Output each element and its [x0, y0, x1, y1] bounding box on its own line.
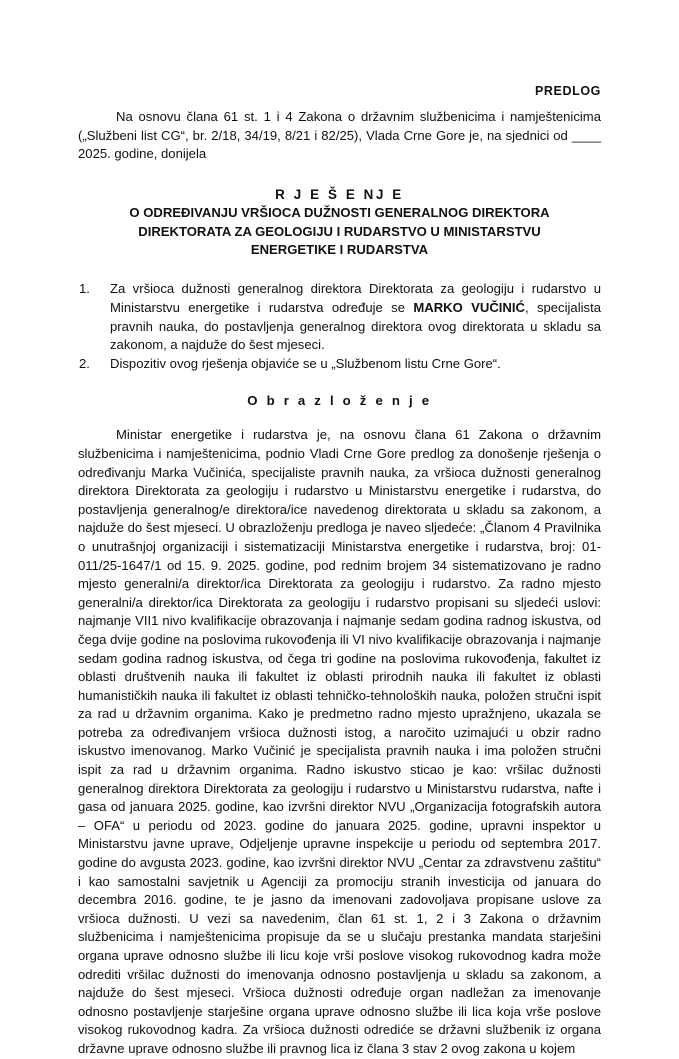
decision-title-line-4: ENERGETIKE I RUDARSTVA [250, 242, 429, 257]
list-item-text-before-name: Za vršioca dužnosti generalnog direktora Direktorata za geologiju i rudarstvo u Ministarstvu energetike i rudarstva određuje se [110, 281, 601, 315]
decision-title-block [78, 186, 601, 260]
explanation-heading: O b r a z l o ž e n j e [247, 393, 432, 409]
list-item-marker: 2. [79, 355, 90, 371]
list-item [78, 355, 601, 374]
decision-title-line-2: O ODREĐIVANJU VRŠIOCA DUŽNOSTI GENERALNOG DIREKTORA [129, 205, 550, 221]
document-content [78, 108, 601, 1059]
predlog-label: PREDLOG [534, 84, 601, 98]
list-item-text-after-name: , specijalista pravnih nauka, do postavljenja generalnog direktora ovog direktorata u skladu sa zakonom, a najduže do šest mjeseci. [110, 300, 601, 353]
appointee-name: MARKO VUČINIĆ [413, 300, 525, 315]
preamble-paragraph: Na osnovu člana 61 st. 1 i 4 Zakona o državnim službenicima i namještenicima („Službeni list CG“, br. 2/18, 34/19, 8/21 i 82/25), Vlada Crne Gore je, na sjednici od ____ 2025. godine, donijela [78, 109, 601, 162]
list-item-marker: 1. [79, 281, 90, 297]
list-item [78, 280, 601, 354]
list-item-text: Dispozitiv ovog rješenja objaviće se u „Službenom listu Crne Gore“. [110, 355, 501, 371]
dispositive-list [78, 280, 601, 373]
document-header-row [78, 82, 601, 100]
decision-title-line-1: R J E Š E NJ E [275, 186, 404, 202]
explanation-body: Ministar energetike i rudarstva je, na osnovu člana 61 Zakona o državnim službenicima i namještenicima, podnio Vladi Crne Gore predlog za donošenje rješenja o određivanju Marka Vučinića, specijaliste pravnih nauka, za vršioca dužnosti generalnog direktora Direktorata za geologiju i rudarstvo u Ministarstvu energetike i rudarstva, do postavljenja generalnog/e direktora/ice navedenog direktorata u skladu sa zakonom, a najduže do šest mjeseci. U obrazloženju predloga je naveo sljedeće: „Članom 4 Pravilnika o unutrašnjoj organizaciji i sistematizaciji Ministarstva energetike i rudarstva, broj: 01-011/25-1647/1 od 15. 9. 2025. godine, pod rednim brojem 34 sistematizovano je radno mjesto generalni/a direktor/ica Direktorata za geologiju i rudarstvo. Za radno mjesto generalni/a direktor/ica Direktorata za geologiju i rudarstvo propisani su sljedeći uslovi: najmanje VII1 nivo kvalifikacije obrazovanja i najmanje sedam godina radnog iskustva, od čega dvije godine na poslovima rukovođenja ili VI nivo kvalifikacije obrazovanja i najmanje sedam godina radnog iskustva, od čega tri godine na poslovima rukovođenja, fakultet iz oblasti društvenih nauka ili fakultet iz oblasti prirodnih nauka ili fakultet iz oblasti humanističkih nauka ili fakultet iz oblasti tehničko-tehnoloških nauka, položen stručni ispit za rad u državnim organima. Kako je predmetno radno mjesto upražnjeno, ukazala se potreba za određivanjem vršioca dužnosti istog, a naročito uzimajući u obzir radno iskustvo imenovanog. Marko Vučinić je specijalista pravnih nauka i ima položen stručni ispit za rad u državnim organima. Radno iskustvo sticao je kao: vršilac dužnosti generalnog direktora Direktorata za geologiju i rudarstvo u Ministarstvu rudarstva, nafte i gasa od januara 2025. godine, kao izvršni direktor NVU „Organizacija fotografskih autora – OFA“ u periodu od 2023. godine do januara 2025. godine, upravni inspektor u Ministarstvu javne uprave, Odjeljenje upravne inspekcije u periodu od septembra 2017. godine do avgusta 2023. godine, kao izvršni direktor NVU „Centar za zdravstvenu zaštitu“ i kao samostalni savjetnik u Agenciji za promociju stranih investicija od januara do decembra 2016. godine, te je jasno da imenovani zadovoljava propisane uslove za vršioca dužnosti. U vezi sa navedenim, član 61 st. 1, 2 i 3 Zakona o državnim službenicima i namještenicima propisuje da se u slučaju prestanka mandata starješini organa uprave odnosno službe ili licu koje vrši poslove visokog rukovodnog kadra može odrediti vršilac dužnosti do imenovanja odnosno postavljenja u skladu sa zakonom, a najduže do šest mjeseci. Vršioca dužnosti određuje organ nadležan za imenovanje odnosno postavljenje starješine organa uprave odnosno službe ili lica koja vrše poslove visokog rukovodnog kadra. Za vršioca dužnosti odrediće se državni službenik iz organa državne uprave odnosno službe ili pravnog lica iz člana 3 stav 2 ovog zakona u kojem [78, 427, 601, 1056]
decision-title-line-3: DIREKTORATA ZA GEOLOGIJU I RUDARSTVO U MINISTARSTVU [138, 223, 541, 239]
